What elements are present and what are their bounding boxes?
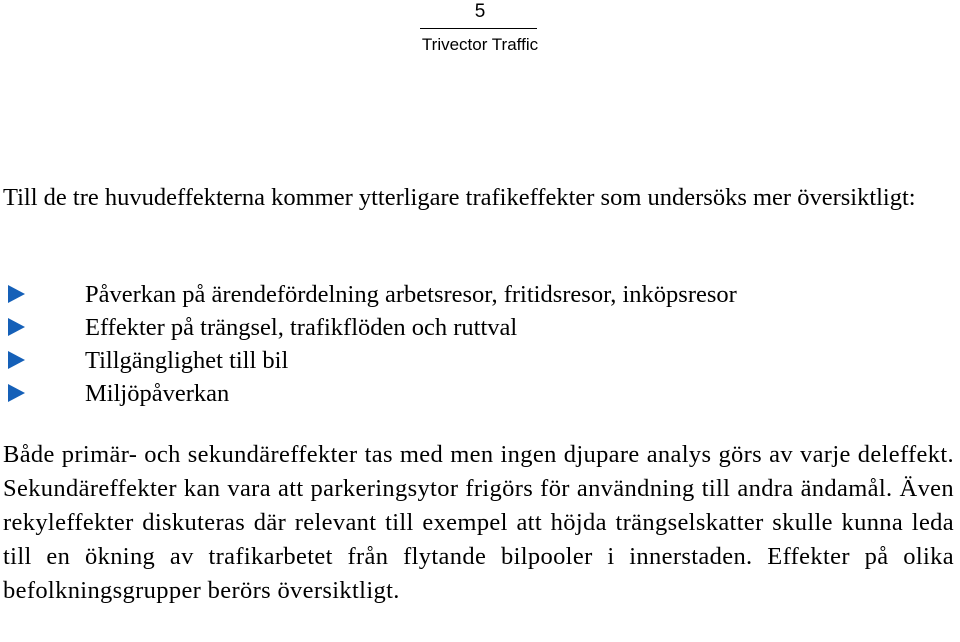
list-item — [8, 344, 737, 377]
triangle-right-icon — [8, 285, 25, 303]
triangle-right-icon — [8, 318, 25, 336]
page-number: 5 — [474, 1, 486, 22]
list-item-label: Miljöpåverkan — [85, 380, 230, 407]
triangle-right-icon — [8, 384, 25, 402]
header-divider — [420, 28, 537, 29]
effects-bullet-list — [8, 278, 737, 410]
list-item-label: Tillgänglighet till bil — [85, 347, 289, 374]
list-item-label: Effekter på trängsel, trafikflöden och ruttval — [85, 314, 518, 341]
body-paragraph: Både primär- och sekundäreffekter tas med men ingen djupare analys görs av varje deleffekt. Sekundäreffekter kan vara att parkeringsytor frigörs för användning till andra ändamål. Även rekyleffekter diskuteras där relevant till exempel att höjda trängselskatter skulle kunna leda till en ökning av trafikarbetet från flytande bilpooler i innerstaden. Effekter på olika befolkningsgrupper berörs översiktligt. — [3, 441, 954, 604]
list-item — [8, 278, 737, 311]
intro-paragraph: Till de tre huvudeffekterna kommer ytterligare trafikeffekter som undersöks mer översiktligt: — [3, 184, 916, 211]
list-item — [8, 311, 737, 344]
header-company-name: Trivector Traffic — [421, 35, 539, 54]
list-item — [8, 377, 737, 410]
list-item-label: Påverkan på ärendefördelning arbetsresor, fritidsresor, inköpsresor — [85, 281, 737, 308]
triangle-right-icon — [8, 351, 25, 369]
